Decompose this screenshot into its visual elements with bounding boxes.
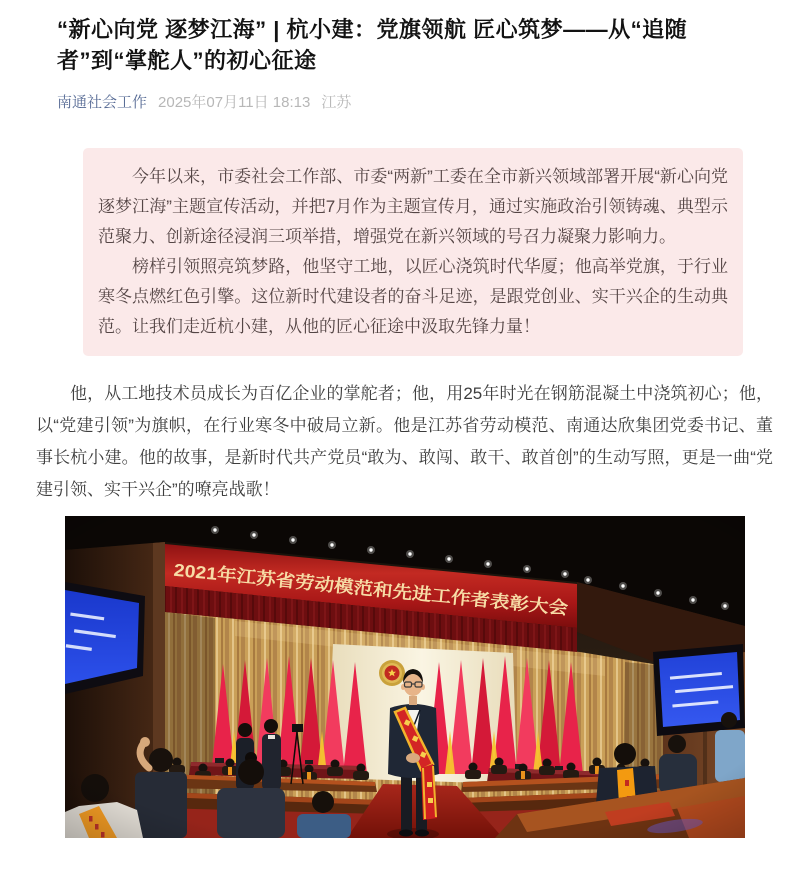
highlight-paragraph-2: 榜样引领照亮筑梦路，他坚守工地，以匠心浇筑时代华厦；他高举党旗，于行业寒冬点燃红色引擎。这位新时代建设者的奋斗足迹，是跟党创业、实干兴企的生动典范。让我们走近杭小建，从他的匠心征途中汲取先锋力量！	[98, 256, 728, 336]
ceremony-photo-drawing	[65, 516, 745, 838]
article-meta	[57, 91, 752, 112]
ceremony-photo[interactable]	[65, 516, 745, 838]
photo-vignette	[65, 516, 745, 838]
body-paragraph: 他，从工地技术员成长为百亿企业的掌舵者；他，用25年时光在钢筋混凝土中浇筑初心；他，以“党建引领”为旗帜，在行业寒冬中破局立新。他是江苏省劳动模范、南通达欣集团党委书记、董事长杭小建。他的故事，是新时代共产党员“敢为、敢闯、敢干、敢首创”的生动写照，更是一曲“党建引领、实干兴企”的嘹亮战歌！	[36, 383, 773, 499]
highlight-box	[83, 148, 743, 356]
publish-location: 江苏	[321, 93, 352, 111]
article-title: “新心向党 逐梦江海” | 杭小建：党旗领航 匠心筑梦——从“追随者”到“掌舵人”的初心征途	[57, 17, 688, 73]
account-link[interactable]: 南通社会工作	[57, 93, 148, 111]
highlight-paragraph-1: 今年以来，市委社会工作部、市委“两新”工委在全市新兴领域部署开展“新心向党 逐梦江海”主题宣传活动，并把7月作为主题宣传月，通过实施政治引领铸魂、典型示范聚力、创新途径浸润三项举措，增强党在新兴领域的号召力凝聚力影响力。	[98, 166, 728, 246]
publish-datetime: 2025年07月11日 18:13	[158, 93, 311, 111]
